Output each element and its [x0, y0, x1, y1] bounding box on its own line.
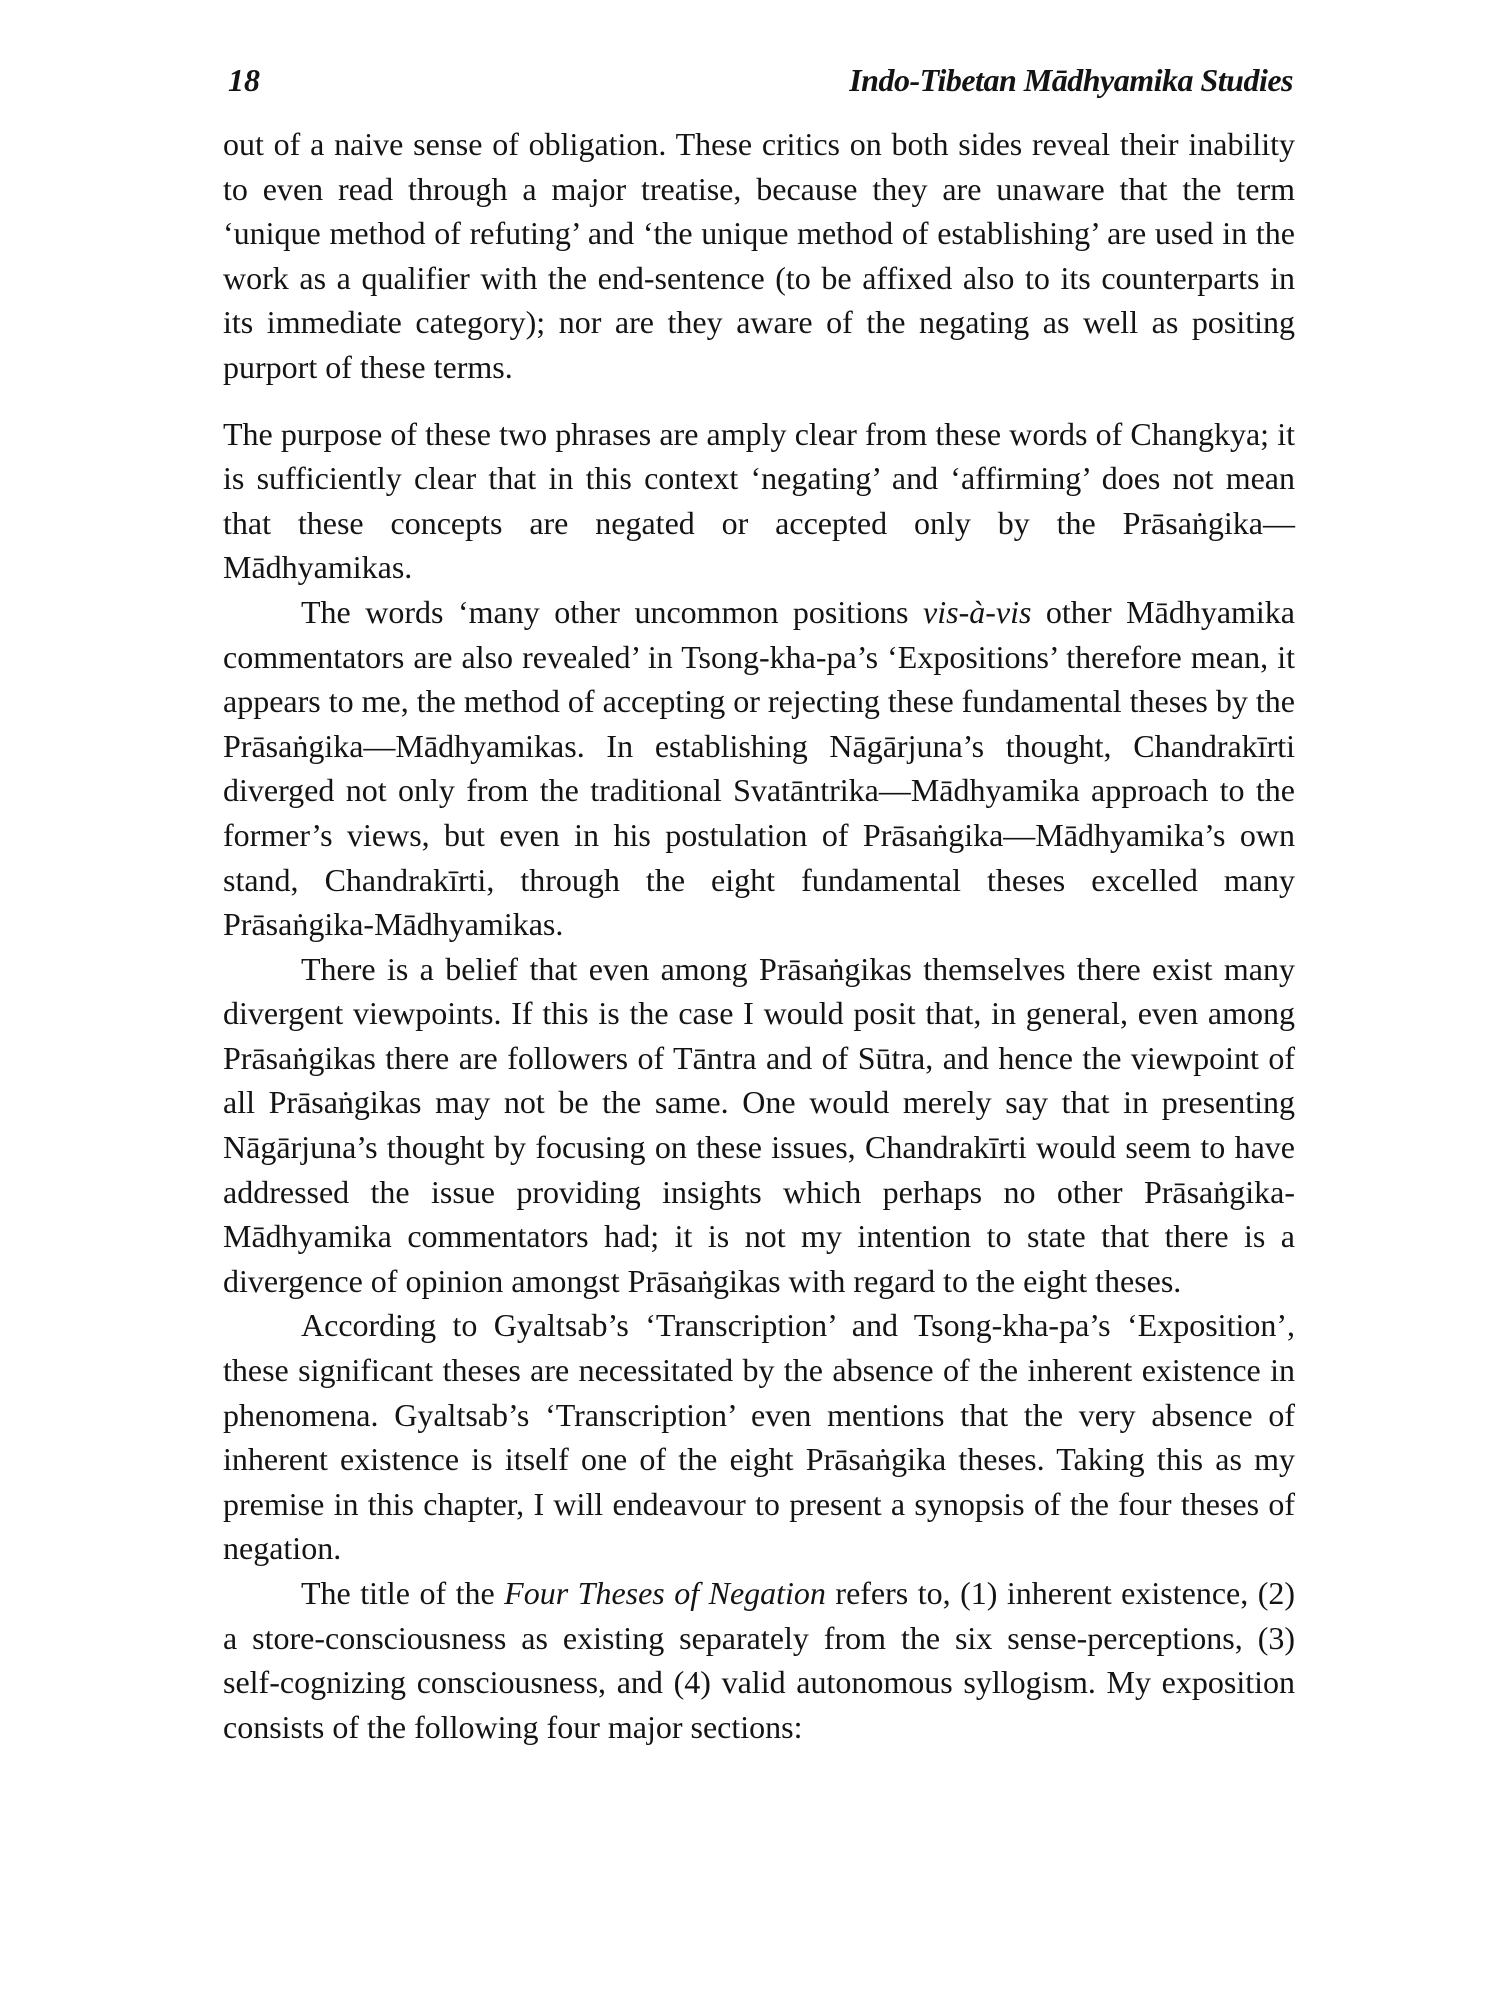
text-run: The words ‘many other uncommon positions [301, 593, 924, 630]
paragraph: According to Gyaltsab’s ‘Transcription’ and Tsong-kha-pa’s ‘Exposition’, these significant theses are necessitated by the absence of the inherent existence in phenomena. Gyaltsab’s ‘Transcription’ even mentions that the very absence of inherent existence is itself one of the eight Prāsaṅgika theses. Taking this as my premise in this chapter, I will endeavour to present a synopsis of the four theses of negation. [223, 1307, 1295, 1567]
text-run: refers to, (1) inherent existence, (2) a store-consciousness as existing separately from the six sense-perceptions, (3) self-cognizing consciousness, and (4) valid autonomous syllogism. My exposition consists of the following four major sections: [223, 1575, 1296, 1745]
paragraph: out of a naive sense of obligation. These critics on both sides reveal their inability to even read through a major treatise, because they are unaware that the term ‘unique method of refuting’ and ‘the unique method of establishing’ are used in the work as a qualifier with the end-sentence (to be affixed also to its counterparts in its immediate category); nor are they aware of the negating as well as positing purport of these terms. [223, 126, 1295, 385]
running-title: Indo-Tibetan Mādhyamika Studies [849, 62, 1293, 98]
italic-phrase: vis-à-vis [923, 593, 1032, 630]
body-text [223, 122, 1295, 1749]
page-number: 18 [228, 62, 260, 98]
paragraph [223, 1571, 1295, 1749]
paragraph [223, 590, 1295, 947]
paragraph: The purpose of these two phrases are amply clear from these words of Changkya; it is sufficiently clear that in this context ‘negating’ and ‘affirming’ does not mean that these concepts are negated or accepted only by the Prāsaṅgika—Mādhyamikas. [223, 415, 1295, 586]
italic-title: Four Theses of Negation [504, 1575, 826, 1611]
page-header [228, 62, 1293, 106]
paragraph: There is a belief that even among Prāsaṅgikas themselves there exist many divergent viewpoints. If this is the case I would posit that, in general, even among Prāsaṅgikas there are followers of Tāntra and of Sūtra, and hence the viewpoint of all Prāsaṅgikas may not be the same. One would merely say that in presenting Nāgārjuna’s thought by focusing on these issues, Chandrakīrti would seem to have addressed the issue providing insights which perhaps no other Prāsaṅgika-Mādhyamika commentators had; it is not my intention to state that there is a divergence of opinion amongst Prāsaṅgikas with regard to the eight theses. [223, 950, 1295, 1299]
text-run: The title of the [301, 1575, 505, 1611]
text-run: other Mādhyamika commentators are also revealed’ in Tsong-kha-pa’s ‘Expositions’ therefore mean, it appears to me, the method of accepting or rejecting these fundamental theses by the Prāsaṅgika—Mādhyamikas. In establishing Nāgārjuna’s thought, Chandrakīrti diverged not only from the traditional Svatāntrika—Mādhyamika approach to the former’s views, but even in his postulation of Prāsaṅgika—Mādhyamika’s own stand, Chandrakīrti, through the eight fundamental theses excelled many Prāsaṅgika-Mādhyamikas. [223, 593, 1296, 943]
